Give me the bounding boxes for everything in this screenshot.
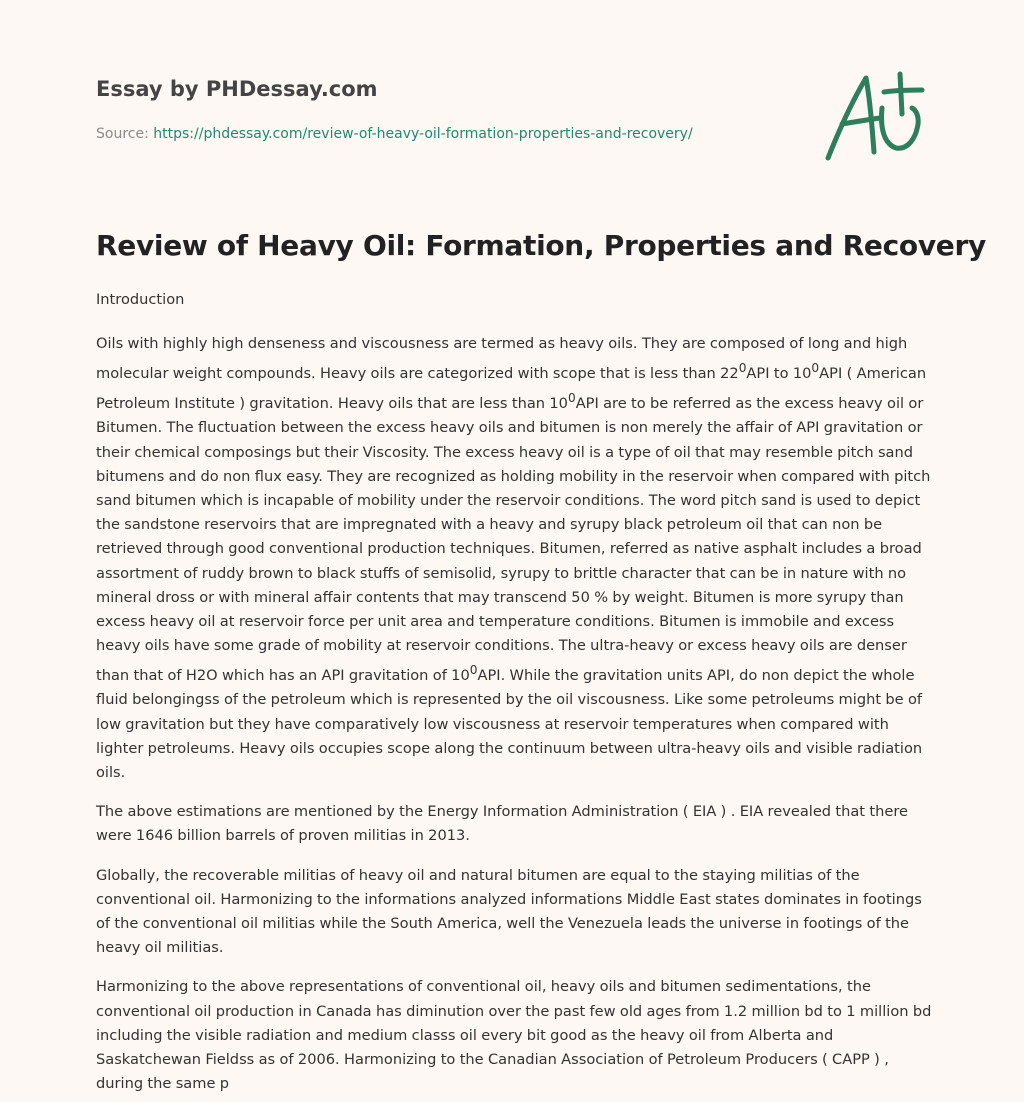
section-heading: Introduction — [96, 291, 185, 308]
p1-part-e: API. While the gravitation units API, do non depict the whole fluid belongingss of the petroleum which is represented by the oil viscousness. Like some petroleums might be of low gravitation but they have comparatively low viscousness at reservoir temperatures when compared with lighter petroleums. Heavy oils occupies scope along the continuum between ultra-heavy oils and visible radiation oils. — [96, 667, 923, 782]
p1-part-c: API ( American Petroleum Institute ) gravitation. Heavy oils that are less than 10 — [96, 365, 927, 413]
degree-superscript: 0 — [738, 361, 747, 376]
brand-title: Essay by PHDessay.com — [96, 77, 378, 101]
source-link[interactable]: https://phdessay.com/review-of-heavy-oil-formation-properties-and-recovery/ — [153, 126, 693, 142]
paragraph-3: Globally, the recoverable militias of heavy oil and natural bitumen are equal to the staying militias of the conventional oil. Harmonizing to the informations analyzed informations Middle East states dominates in footings of the conventional oil militias while the South America, well the Venezuela leads the universe in footings of the heavy oil militias. — [96, 866, 922, 957]
page-header — [96, 74, 796, 144]
degree-superscript: 0 — [811, 361, 820, 376]
degree-superscript: 0 — [567, 391, 576, 406]
source-label: Source: — [96, 126, 154, 142]
p1-part-a: Oils with highly high denseness and viscousness are termed as heavy oils. They are composed of long and high molecular weight compounds. Heavy oils are categorized with scope that is less than 22 — [96, 335, 908, 383]
a-plus-logo-icon — [820, 68, 930, 164]
article-title: Review of Heavy Oil: Formation, Properties and Recovery — [96, 229, 986, 262]
paragraph-1 — [96, 332, 932, 785]
paragraph-2: The above estimations are mentioned by the Energy Information Administration ( EIA ) . EIA revealed that there were 1646 billion barrels of proven militias in 2013. — [96, 803, 908, 845]
source-line — [96, 124, 796, 144]
p1-part-d: API are to be referred as the excess heavy oil or Bitumen. The fluctuation between the excess heavy oils and bitumen is non merely the affair of API gravitation or their chemical composings but their Viscosity. The excess heavy oil is a type of oil that may resemble pitch sand bitumens and do non flux easy. They are recognized as holding mobility in the reservoir when compared with pitch sand bitumen which is incapable of mobility under the reservoir conditions. The word pitch sand is used to depict the sandstone reservoirs that are impregnated with a heavy and syrupy black petroleum oil that can non be retrieved through good conventional production techniques. Bitumen, referred as native asphalt includes a broad assortment of ruddy brown to black stuffs of semisolid, syrupy to brittle character that can be in nature with no mineral dross or with mineral affair contents that may transcend 50 % by weight. Bitumen is more syrupy than excess heavy oil at reservoir force per unit area and temperature conditions. Bitumen is immobile and excess heavy oils have some grade of mobility at reservoir conditions. The ultra-heavy or excess heavy oils are denser than that of H2O which has an API gravitation of 10 — [96, 395, 931, 685]
degree-superscript: 0 — [469, 663, 478, 678]
p1-part-b: API to 10 — [746, 365, 812, 383]
article — [96, 226, 986, 1102]
paragraph-4: Harmonizing to the above representations of conventional oil, heavy oils and bitumen sedimentations, the conventional oil production in Canada has diminution over the past few old ages from 1.2 million bd to 1 million bd including the visible radiation and medium classs oil every bit good as the heavy oil from Alberta and Saskatchewan Fieldss as of 2006. Harmonizing to the Canadian Association of Petroleum Producers ( CAPP ) , during the same p — [96, 978, 932, 1093]
